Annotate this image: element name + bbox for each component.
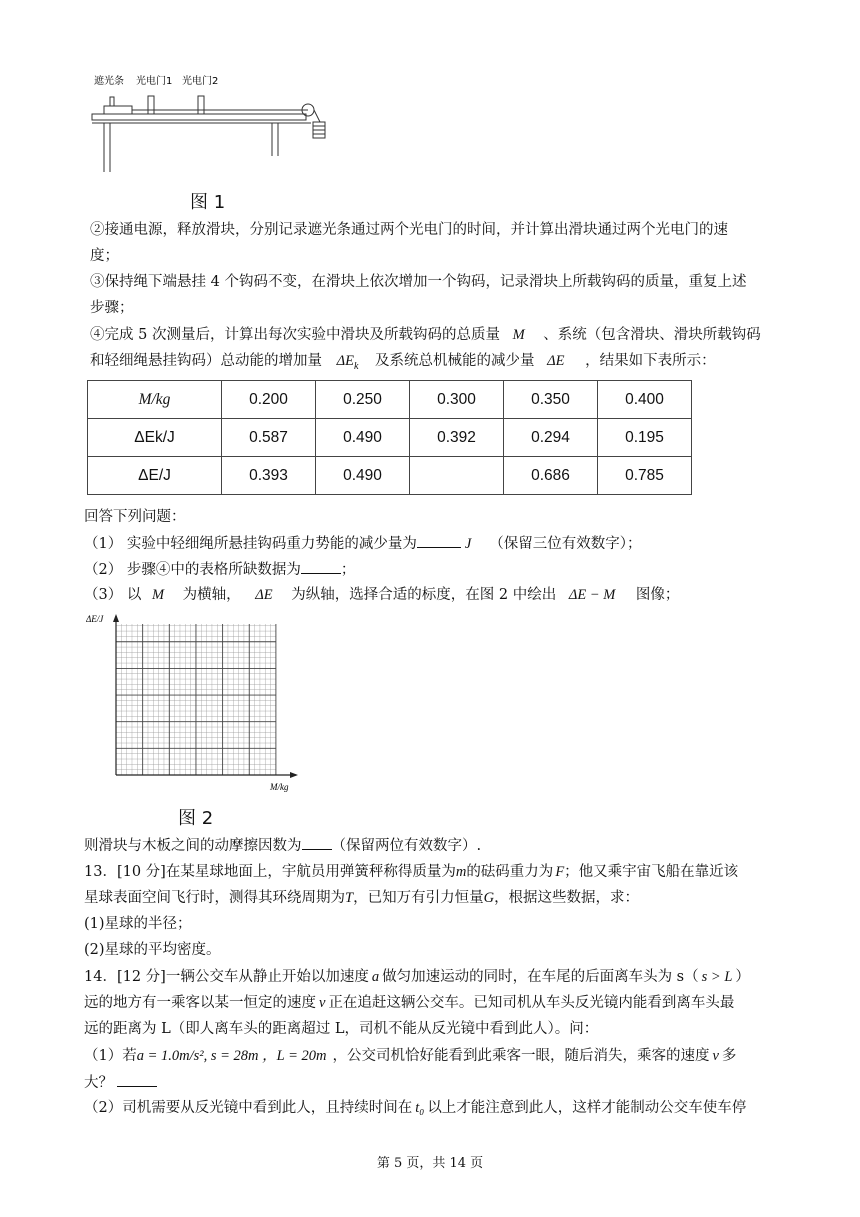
- problem-14-text: 正在追赶这辆公交车。已知司机从车头反光镜内能看到离车头最: [328, 995, 735, 1011]
- header-delta-ek: ΔEk/J: [88, 419, 222, 457]
- var-m: m: [455, 864, 467, 880]
- question-3-text-b: 为横轴，: [182, 587, 241, 603]
- header-mass: M/kg: [88, 381, 222, 419]
- problem-13-text: ，已知万有引力恒量: [353, 890, 484, 906]
- var-delta-ek: ΔE: [336, 353, 354, 369]
- var-F: F: [555, 864, 565, 880]
- var-T: T: [345, 890, 354, 906]
- figure-2: [86, 610, 316, 795]
- friction-question: [84, 835, 481, 856]
- step-4-text-b: 、系统（包含滑块、滑块所载钩码: [543, 327, 761, 343]
- table-cell: 0.392: [410, 419, 504, 457]
- step-3-line-1: ③保持绳下端悬挂 4 个钩码不变，在滑块上依次增加一个钩码，记录滑块上所载钩码的质量，重复上述: [90, 274, 747, 290]
- figure-2-caption: 图 2: [178, 808, 214, 829]
- table-row: [88, 381, 692, 419]
- unit-joule: J: [464, 536, 472, 552]
- answer-blank-friction[interactable]: [302, 835, 332, 850]
- answer-intro: 回答下列问题：: [84, 509, 186, 525]
- step-4-text-a: ④完成 5 次测量后，计算出每次实验中滑块及所载钩码的总质量: [90, 327, 500, 343]
- problem-14-text: 以上才能注意到此人，这样才能制动公交车使车停: [427, 1100, 747, 1116]
- var-G: G: [483, 890, 495, 906]
- var-M: M: [151, 587, 165, 603]
- grid-y-label: ΔE/J: [86, 614, 104, 624]
- step-4-line-1: [90, 325, 761, 345]
- question-2-text: （2） 步骤④中的表格所缺数据为: [84, 562, 301, 578]
- var-delta-e-minus-m: ΔE − M: [568, 587, 616, 603]
- header-delta-e: ΔE/J: [88, 457, 222, 495]
- label-gate-2: 光电门2: [182, 76, 219, 87]
- figure-1: [86, 70, 336, 180]
- problem-14-text: （1）若: [84, 1048, 137, 1064]
- step-4-text-e: ，结果如下表所示：: [585, 353, 716, 369]
- var-k-subscript: k: [353, 360, 359, 372]
- problem-13-q1: (1)星球的半径；: [84, 916, 192, 932]
- page-footer: 第 5 页，共 14 页: [376, 1156, 484, 1171]
- x-axis-arrow: [290, 772, 298, 778]
- friction-text: 则滑块与木板之间的动摩擦因数为: [84, 838, 302, 854]
- results-table: [87, 380, 692, 495]
- step-2-line-1: ②接通电源，释放滑块，分别记录遮光条通过两个光电门的时间，并计算出滑块通过两个光电门的速: [90, 222, 728, 238]
- var-v: v: [319, 995, 326, 1011]
- problem-14-q1-line-2: [84, 1072, 157, 1093]
- question-3-text-a: （3） 以: [84, 587, 142, 603]
- problem-14-q1-line-1: [84, 1046, 736, 1066]
- problem-14-line-2: [84, 993, 734, 1013]
- table-cell: 0.250: [316, 381, 410, 419]
- y-axis-arrow: [113, 614, 119, 622]
- problem-13-q2: (2)星球的平均密度。: [84, 942, 221, 958]
- table-cell: 0.200: [222, 381, 316, 419]
- problem-13-text: 星球表面空间飞行时，测得其环绕周期为: [84, 890, 345, 906]
- label-zheguangtiao: 遮光条: [94, 76, 124, 87]
- answer-blank-speed[interactable]: [117, 1072, 157, 1087]
- table-row: [88, 457, 692, 495]
- question-3-text-d: 图像；: [635, 587, 680, 603]
- table-cell-missing: [410, 457, 504, 495]
- table-cell: 0.393: [222, 457, 316, 495]
- problem-14-text: ，公交司机恰好能看到此乘客一眼，随后消失，乘客的速度: [332, 1048, 710, 1064]
- answer-blank-2[interactable]: [301, 559, 341, 574]
- step-4-text-c: 和轻细绳悬挂钩码）总动能的增加量: [90, 353, 322, 369]
- table-cell: 0.490: [316, 419, 410, 457]
- problem-14-line-1: [84, 967, 750, 987]
- grid-paper[interactable]: [86, 610, 316, 795]
- problem-13-line-1: [84, 862, 738, 882]
- step-2-line-2: 度；: [90, 248, 119, 264]
- problem-14-text: 14．[12 分]一辆公交车从静止开始以加速度: [84, 969, 369, 985]
- var-M: M: [512, 327, 525, 343]
- problem-13-line-2: [84, 888, 639, 908]
- table-cell: 0.350: [504, 381, 598, 419]
- figure-1-caption: 图 1: [190, 192, 226, 213]
- question-3-text-c: 为纵轴，选择合适的标度，在图 2 中绘出: [291, 587, 557, 603]
- friction-note: （保留两位有效数字）.: [331, 838, 482, 854]
- question-2-end: ；: [340, 562, 356, 578]
- step-4-text-d: 及系统总机械能的减少量: [375, 353, 535, 369]
- step-4-line-2: [90, 351, 716, 377]
- problem-14-text: ）: [735, 969, 750, 985]
- var-t0: t₀: [415, 1100, 425, 1116]
- problem-13-text: ；他又乘宇宙飞船在靠近该: [564, 864, 739, 880]
- var-a: a: [371, 969, 380, 985]
- problem-14-q2: [84, 1098, 746, 1118]
- var-v: v: [712, 1048, 719, 1064]
- question-1: [84, 533, 642, 554]
- question-1-text: （1） 实验中轻细绳所悬挂钩码重力势能的减少量为: [84, 536, 417, 552]
- question-1-note: （保留三位有效数字）；: [489, 536, 642, 552]
- problem-14-text: 多: [721, 1048, 737, 1064]
- problem-13-text: ，根据这些数据，求：: [494, 890, 640, 906]
- apparatus-diagram: [86, 70, 336, 180]
- problem-14-text: 大？: [84, 1075, 113, 1091]
- table-row: [88, 419, 692, 457]
- answer-blank-1[interactable]: [417, 533, 461, 548]
- problem-13-text: 13．[10 分]在某星球地面上，宇航员用弹簧秤称得质量为: [84, 864, 456, 880]
- table-cell: 0.294: [504, 419, 598, 457]
- table-cell: 0.300: [410, 381, 504, 419]
- table-cell: 0.400: [598, 381, 692, 419]
- question-3: [84, 585, 679, 605]
- condition-s-gt-l: s > L: [701, 969, 733, 985]
- var-delta-e: ΔE: [255, 587, 273, 603]
- table-cell: 0.587: [222, 419, 316, 457]
- table-cell: 0.490: [316, 457, 410, 495]
- var-delta-e: ΔE: [547, 353, 565, 369]
- problem-14-text: 远的地方有一乘客以某一恒定的速度: [84, 995, 316, 1011]
- table-cell: 0.785: [598, 457, 692, 495]
- problem-13-text: 的砝码重力为: [466, 864, 554, 880]
- table-cell: 0.195: [598, 419, 692, 457]
- problem-14-text: 做匀加速运动的同时，在车尾的后面离车头为 s（: [382, 969, 699, 985]
- table-cell: 0.686: [504, 457, 598, 495]
- given-values: a = 1.0m/s², s = 28m ，L = 20m: [136, 1048, 327, 1064]
- label-gate-1: 光电门1: [136, 76, 173, 87]
- step-3-line-2: 步骤；: [90, 300, 134, 316]
- question-2: [84, 559, 355, 580]
- problem-14-text: （2）司机需要从反光镜中看到此人，且持续时间在: [84, 1100, 413, 1116]
- grid-x-label: M/kg: [270, 782, 289, 792]
- problem-14-line-3: 远的距离为 L（即人离车头的距离超过 L，司机不能从反光镜中看到此人）。问：: [84, 1021, 599, 1037]
